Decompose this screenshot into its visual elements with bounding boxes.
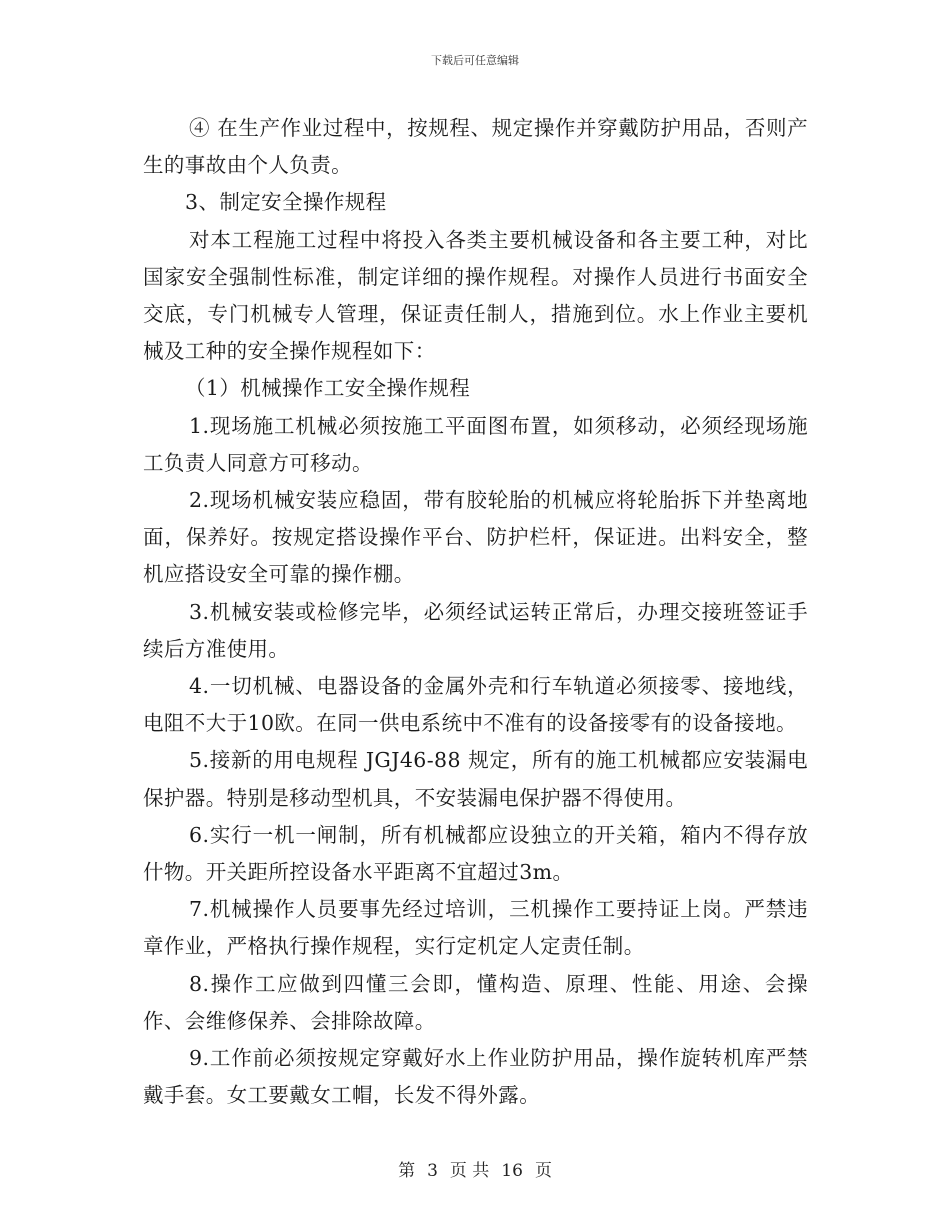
paragraph-protective-equipment: ④ 在生产作业过程中，按规程、规定操作并穿戴防护用品，否则产生的事故由个人负责。	[143, 116, 808, 178]
document-body	[143, 110, 808, 1114]
rule-item-2: 2.现场机械安装应稳固，带有胶轮胎的机械应将轮胎拆下并垫离地面，保养好。按规定搭设操作平台、防护栏杆，保证进。出料安全，整机应搭设安全可靠的操作棚。	[143, 488, 808, 587]
rule-item-5: 5.接新的用电规程 JGJ46-88 规定，所有的施工机械都应安装漏电保护器。特别是移动型机具，不安装漏电保护器不得使用。	[143, 748, 808, 810]
footer-prefix: 第	[398, 1161, 416, 1181]
rule-item-9: 9.工作前必须按规定穿戴好水上作业防护用品，操作旋转机库严禁戴手套。女工要戴女工帽，长发不得外露。	[143, 1046, 808, 1108]
rule-item-6: 6.实行一机一闸制，所有机械都应设独立的开关箱，箱内不得存放什物。开关距所控设备水平距离不宜超过3m。	[143, 822, 808, 885]
page-header: 下载后可任意编辑	[431, 54, 519, 67]
subsection-heading-machine-operator: （1）机械操作工安全操作规程	[185, 376, 471, 401]
rule-item-4: 4.一切机械、电器设备的金属外壳和行车轨道必须接零、接地线，电阻不大于10欧。在同一供电系统中不准有的设备接零有的设备接地。	[143, 674, 808, 736]
footer-total-pages: 16	[501, 1161, 523, 1181]
rule-item-7: 7.机械操作人员要事先经过培训，三机操作工要持证上岗。严禁违章作业，严格执行操作规程，实行定机定人定责任制。	[143, 897, 808, 959]
section-heading-safety-rules: 3、制定安全操作规程	[185, 190, 387, 215]
footer-middle: 页 共	[449, 1161, 490, 1181]
footer-page-number: 3	[427, 1161, 438, 1181]
paragraph-intro: 对本工程施工过程中将投入各类主要机械设备和各主要工种，对比国家安全强制性标准，制定详细的操作规程。对操作人员进行书面安全交底，专门机械专人管理，保证责任制人，措施到位。水上作业主要机械及工种的安全操作规程如下：	[143, 227, 808, 364]
rule-item-8: 8.操作工应做到四懂三会即，懂构造、原理、性能、用途、会操作、会维修保养、会排除故障。	[143, 971, 808, 1033]
page-footer	[0, 1156, 950, 1181]
footer-suffix: 页	[534, 1161, 552, 1181]
rule-item-1: 1.现场施工机械必须按施工平面图布置，如须移动，必须经现场施工负责人同意方可移动。	[143, 413, 808, 475]
rule-item-3: 3.机械安装或检修完毕，必须经试运转正常后，办理交接班签证手续后方准使用。	[143, 599, 808, 661]
